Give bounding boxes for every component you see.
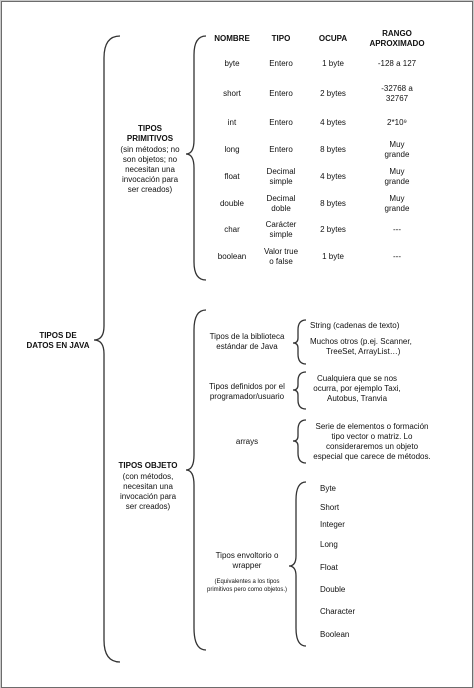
header-ocupa: OCUPA — [318, 34, 348, 43]
cell-nombre: short — [223, 89, 241, 98]
definidos-label: Tipos definidos por el programador/usuario — [209, 382, 285, 401]
cell-tipo: Entero — [269, 145, 293, 154]
brace-biblioteca — [293, 320, 306, 364]
cell-tipo: Decimal doble — [266, 194, 296, 213]
cell-tipo: Carácter simple — [265, 220, 297, 239]
cell-ocupa: 4 bytes — [320, 172, 346, 181]
objeto-title: TIPOS OBJETO — [118, 461, 178, 470]
biblioteca-label: Tipos de la biblioteca estándar de Java — [209, 332, 285, 351]
cell-ocupa: 1 byte — [322, 59, 344, 68]
cell-nombre: double — [219, 199, 245, 208]
cell-tipo: Entero — [269, 59, 293, 68]
cell-nombre: float — [224, 172, 240, 181]
brace-objeto — [186, 310, 206, 650]
wrapper-item: Short — [320, 503, 340, 512]
cell-ocupa: 8 bytes — [320, 145, 346, 154]
cell-ocupa: 4 bytes — [320, 118, 346, 127]
cell-rango: Muy grande — [384, 194, 410, 213]
header-tipo: TIPO — [271, 34, 291, 43]
cell-ocupa: 8 bytes — [320, 199, 346, 208]
brace-definidos — [293, 372, 306, 409]
primitivos-desc: (sin métodos; no son objetos; no necesitan una invocación para ser creados) — [120, 145, 180, 194]
wrapper-item: Character — [320, 607, 356, 616]
cell-tipo: Valor true o false — [263, 247, 299, 266]
cell-nombre: long — [224, 145, 240, 154]
wrapper-note: (Equivalentes a los tipos primitivos pero como objetos.) — [206, 579, 288, 593]
header-rango: RANGO APROXIMADO — [369, 29, 425, 48]
cell-rango: -32768 a 32767 — [381, 84, 413, 103]
cell-tipo: Entero — [269, 89, 293, 98]
objeto-desc: (con métodos, necesitan una invocación para ser creados) — [119, 472, 177, 511]
biblioteca-items: String (cadenas de texto) Muchos otros (p.ej. Scanner, TreeSet, ArrayList…) — [310, 321, 412, 356]
cell-tipo: Decimal simple — [266, 167, 296, 186]
header-nombre: NOMBRE — [214, 34, 250, 43]
cell-rango: 2*10⁹ — [387, 118, 407, 127]
wrapper-label: Tipos envoltorio o wrapper — [215, 551, 279, 570]
wrapper-item: Boolean — [320, 630, 350, 639]
brace-wrapper — [289, 482, 306, 646]
cell-rango: --- — [393, 252, 401, 261]
cell-nombre: boolean — [217, 252, 247, 261]
cell-rango: --- — [393, 225, 401, 234]
arrays-label: arrays — [235, 437, 259, 446]
wrapper-item: Byte — [320, 484, 337, 493]
cell-tipo: Entero — [269, 118, 293, 127]
cell-rango: -128 a 127 — [377, 59, 417, 68]
cell-ocupa: 1 byte — [322, 252, 344, 261]
wrapper-item: Double — [320, 585, 346, 594]
cell-nombre: char — [224, 225, 240, 234]
definidos-items: Cualquiera que se nos ocurra, por ejemplo Taxi, Autobus, Tranvia — [313, 374, 401, 403]
brace-root — [94, 36, 120, 662]
wrapper-item: Float — [320, 563, 338, 572]
primitivos-title: TIPOS PRIMITIVOS — [126, 124, 174, 143]
cell-rango: Muy grande — [384, 140, 410, 159]
cell-ocupa: 2 bytes — [320, 89, 346, 98]
cell-rango: Muy grande — [384, 167, 410, 186]
root-title: TIPOS DE DATOS EN JAVA — [26, 331, 90, 350]
brace-arrays — [293, 420, 306, 463]
cell-ocupa: 2 bytes — [320, 225, 346, 234]
wrapper-item: Integer — [320, 520, 345, 529]
arrays-items: Serie de elementos o formación tipo vector o matriz. Lo consideraremos un objeto especial que carece de métodos. — [313, 422, 431, 461]
wrapper-item: Long — [320, 540, 338, 549]
cell-nombre: byte — [224, 59, 240, 68]
brace-primitivos — [186, 36, 206, 280]
cell-nombre: int — [227, 118, 237, 127]
